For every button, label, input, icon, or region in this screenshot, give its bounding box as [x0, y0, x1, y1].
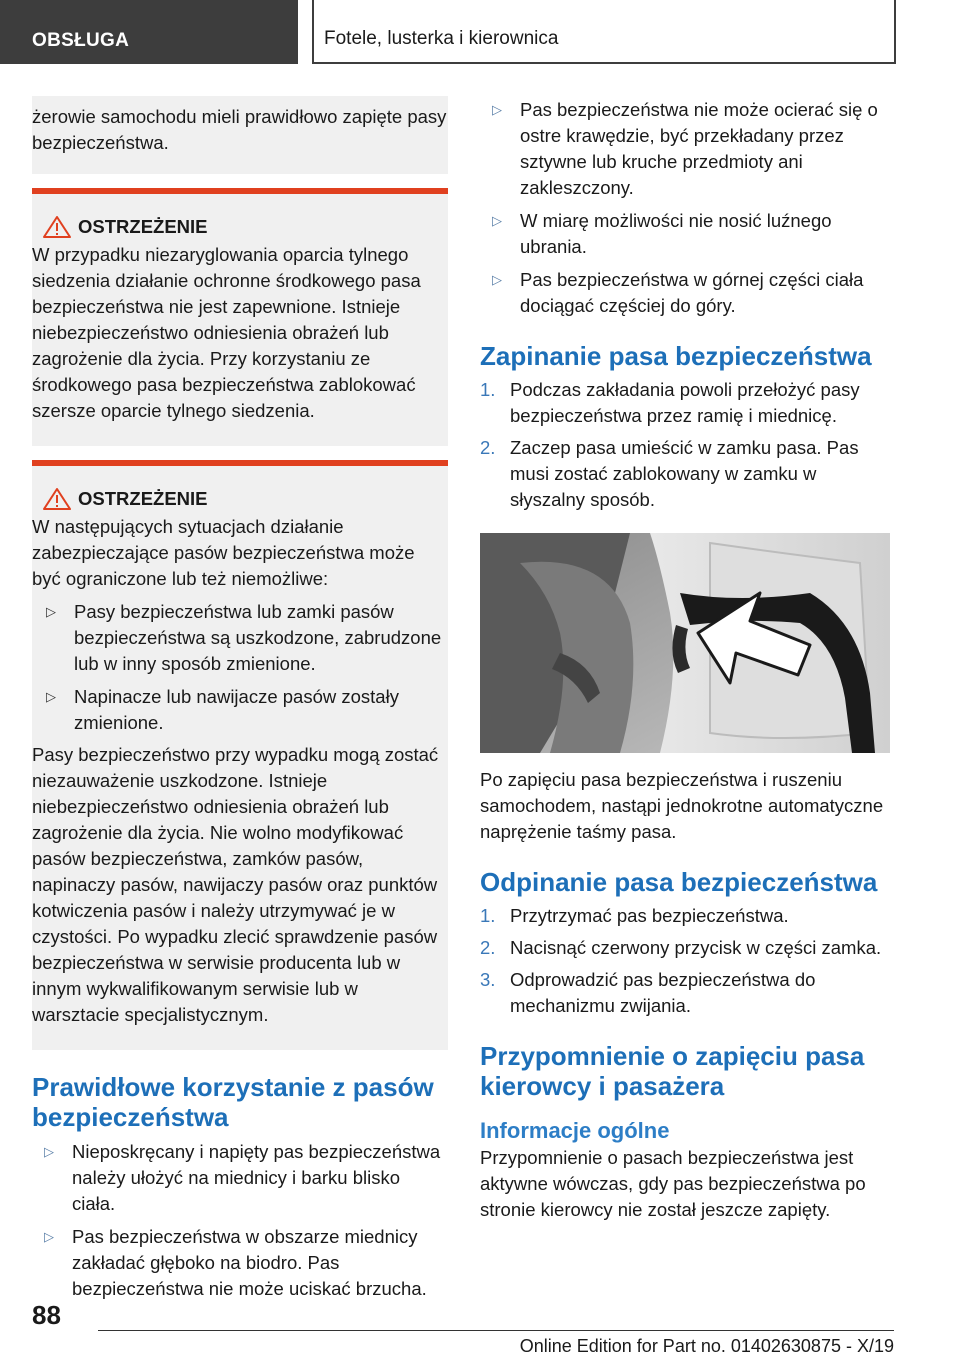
section-heading-reminder: Przypomnienie o zapięciu pasa kierowcy i pasażera	[480, 1041, 865, 1101]
step-item: 2. Nacisnąć czerwony przycisk w części zamka.	[480, 937, 882, 958]
warning-triangle-icon	[42, 215, 72, 239]
footer-divider	[98, 1330, 894, 1331]
section-heading-correct-use: Prawidłowe korzystanie z pasów bezpieczeństwa	[32, 1072, 434, 1132]
intro-text: żerowie samochodu mieli prawidłowo zapięte pasy bezpieczeństwa.	[32, 106, 447, 153]
section-header	[0, 0, 298, 64]
warning-text-2: Pasy bezpieczeństwo przy wypadku mogą zostać niezauważenie uszkodzone. Istnieje niebezpieczeństwo odniesienia obrażeń lub zagrożenie dla życia. Nie wolno modyfikować pasów bezpieczeństwa, zamków pasów, napinaczy pasów, nawijaczy pasów oraz punktów kotwiczenia pasów i należy utrzymywać je w czystości. Po wypadku zlecić sprawdzenie pasów bezpieczeństwa w serwisie producenta lub w innym wykwalifikowanym serwisie lub w warsztacie specjalistycznym.	[32, 744, 439, 1025]
chapter-title: Fotele, lusterka i kierownica	[324, 28, 559, 49]
left-column	[32, 96, 448, 1302]
list-item: ▷ Pas bezpieczeństwa w obszarze miednicy zakładać głęboko na biodro. Pas bezpieczeństwa nie może uciskać brzucha.	[44, 1226, 427, 1299]
list-item: ▷ W miarę możliwości nie nosić luźnego ubrania.	[492, 210, 832, 257]
section-title: OBSŁUGA	[32, 30, 130, 51]
triangle-right-icon: ▷	[44, 1144, 54, 1159]
warning-list-2	[32, 599, 448, 736]
triangle-right-icon: ▷	[492, 213, 502, 228]
list-item: ▷ Pas bezpieczeństwa nie może ocierać się o ostre krawędzie, być przekładany przez sztywne lub kruche przedmioty ani zakleszczony.	[492, 99, 878, 198]
section-heading-unfasten: Odpinanie pasa bezpieczeństwa	[480, 867, 878, 897]
warning-title-1: OSTRZEŻENIE	[32, 214, 448, 240]
warning-text-1: W przypadku niezaryglowania oparcia tylnego siedzenia działanie ochronne środkowego pasa bezpieczeństwa nie jest zapewnione. Istnieje niebezpieczeństwo odniesienia obrażeń lub zagrożenie dla życia. Przy korzystaniu ze środkowego pasa bezpieczeństwa zablokować szersze oparcie tylnego siedzenia.	[32, 244, 421, 421]
seatbelt-photo	[480, 533, 890, 753]
reminder-text: Przypomnienie o pasach bezpieczeństwa jest aktywne wówczas, gdy pas bezpieczeństwa po stronie kierowcy nie został jeszcze zapięty.	[480, 1147, 866, 1220]
after-fasten-text: Po zapięciu pasa bezpieczeństwa i ruszeniu samochodem, nastąpi jednokrotne automatyczne naprężenie taśmy pasa.	[480, 769, 884, 842]
subheading-general-info: Informacje ogólne	[480, 1118, 670, 1143]
step-item: 2. Zaczep pasa umieścić w zamku pasa. Pas musi zostać zablokowany w zamku w słyszalny sposób.	[480, 437, 859, 510]
list-item: ▷ Pasy bezpieczeństwa lub zamki pasów bezpieczeństwa są uszkodzone, zabrudzone lub w inny sposób zmienione.	[46, 601, 442, 674]
warning-box-2	[32, 460, 448, 1050]
page-number: 88	[32, 1300, 61, 1330]
correct-use-list	[32, 1139, 448, 1302]
list-item: ▷ Pas bezpieczeństwa w górnej części ciała dociągać częściej do góry.	[492, 269, 864, 316]
triangle-right-icon: ▷	[46, 689, 56, 704]
warning-triangle-icon	[42, 487, 72, 511]
warning-intro-2: W następujących sytuacjach działanie zabezpieczające pasów bezpieczeństwa może być ograniczone lub też niemożliwe:	[32, 516, 415, 589]
warning-box-1	[32, 188, 448, 446]
unfasten-steps	[480, 903, 894, 1019]
triangle-right-icon: ▷	[46, 604, 56, 619]
chapter-header	[312, 0, 896, 64]
correct-use-list-continued	[480, 97, 894, 319]
triangle-right-icon: ▷	[492, 102, 502, 117]
triangle-right-icon: ▷	[492, 272, 502, 287]
seatbelt-buckle-illustration	[480, 533, 890, 753]
section-heading-fasten: Zapinanie pasa bezpieczeństwa	[480, 341, 872, 371]
step-item: 1. Przytrzymać pas bezpieczeństwa.	[480, 905, 789, 926]
step-item: 3. Odprowadzić pas bezpieczeństwa do mechanizmu zwijania.	[480, 969, 816, 1016]
list-item: ▷ Napinacze lub nawijacze pasów zostały zmienione.	[46, 686, 399, 733]
right-column	[480, 96, 894, 1223]
fasten-steps	[480, 377, 894, 513]
intro-box	[32, 96, 448, 174]
warning-title-2: OSTRZEŻENIE	[32, 486, 448, 512]
triangle-right-icon: ▷	[44, 1229, 54, 1244]
footer-edition: Online Edition for Part no. 01402630875 - X/19	[519, 1336, 894, 1356]
step-item: 1. Podczas zakładania powoli przełożyć pasy bezpieczeństwa przez ramię i miednicę.	[480, 379, 860, 426]
list-item: ▷ Nieposkręcany i napięty pas bezpieczeństwa należy ułożyć na miednicy i barku blisko ciała.	[44, 1141, 441, 1214]
